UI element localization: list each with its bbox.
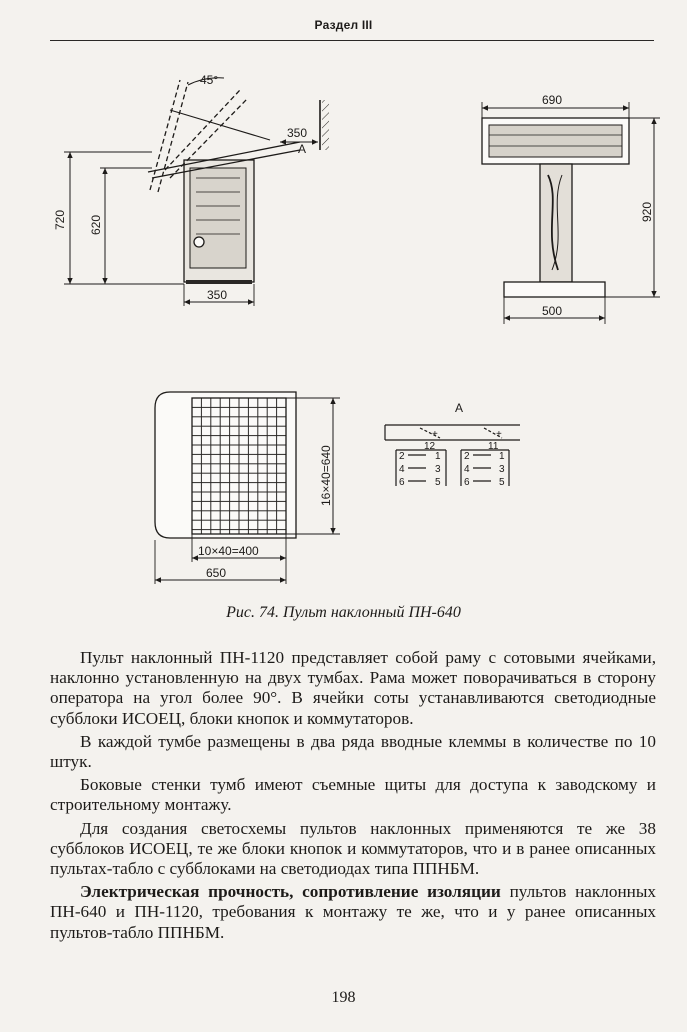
dim-350-overhang: 350 xyxy=(287,126,308,140)
paragraph: Боковые стенки тумб имеют съемные щиты для доступа к заводскому и строительному монтажу. xyxy=(50,775,656,815)
callout-a: А xyxy=(298,142,307,156)
terminal-label: 4 xyxy=(464,464,470,475)
dim-10x40: 10×40=400 xyxy=(198,544,259,558)
dim-350: 350 xyxy=(207,288,228,302)
paragraph: Для создания светосхемы пультов наклонных применяются те же 38 субблоков ИСОЕЦ, те же блоки кнопок и коммутаторов, что и в ранее описанных пультах-табло с субблоками на светодиодах типа ППНБМ. xyxy=(50,818,656,879)
front-base xyxy=(504,282,605,297)
figure-caption: Рис. 74. Пульт наклонный ПН-640 xyxy=(226,604,461,621)
paragraph-rest: пультов наклонных ПН-640 и ПН-1120, требования к монтажу те же, что и у ранее описанных пультов-табло ППНБМ. xyxy=(50,882,656,942)
dim-620: 620 xyxy=(89,214,103,235)
terminal-label: 1 xyxy=(499,451,505,462)
terminal-label: 3 xyxy=(435,464,441,475)
terminal-label: 5 xyxy=(499,477,505,488)
bold-term: Электрическая прочность, сопротивление изоляции xyxy=(80,882,501,902)
svg-text:+: + xyxy=(496,429,502,440)
page-number: 198 xyxy=(331,989,356,1006)
wall-hatch xyxy=(322,100,329,150)
dim-16x40: 16×40=640 xyxy=(319,445,333,506)
dim-650: 650 xyxy=(206,566,227,580)
front-view xyxy=(482,102,660,324)
terminal-label: 2 xyxy=(399,451,405,462)
terminal-label: 6 xyxy=(464,477,470,488)
terminal-label: 2 xyxy=(464,451,470,462)
running-head: Раздел III xyxy=(314,18,373,32)
dim-920: 920 xyxy=(640,201,654,222)
side-view xyxy=(64,78,329,306)
cabinet-equipment xyxy=(190,168,246,268)
terminal-label: 6 xyxy=(399,477,405,488)
detail-a-left-top: 12 xyxy=(424,441,436,452)
body-text xyxy=(50,648,656,946)
cell-grid xyxy=(192,398,286,534)
paragraph: Пульт наклонный ПН-1120 представляет собой раму с сотовыми ячейками, наклонно установленную на двух тумбах. Рама может поворачиваться в сторону оператора на угол более 90°. В ячейки соты устанавливаются светодиодные субблоки ИСОЕЦ, блоки кнопок и коммутаторов. xyxy=(50,648,656,728)
svg-text:+: + xyxy=(432,429,438,440)
detail-a-right-top: 11 xyxy=(488,441,499,452)
terminal-label: 1 xyxy=(435,451,441,462)
cabinet-plinth xyxy=(186,280,252,284)
dim-720: 720 xyxy=(53,209,67,230)
detail-a-title: А xyxy=(455,401,464,415)
dim-690: 690 xyxy=(542,93,563,107)
terminal-label: 3 xyxy=(499,464,505,475)
dim-500: 500 xyxy=(542,304,563,318)
terminal-label: 4 xyxy=(399,464,405,475)
breaker-symbol xyxy=(194,237,204,247)
terminal-label: 5 xyxy=(435,477,441,488)
paragraph: В каждой тумбе размещены в два ряда вводные клеммы в количестве по 10 штук. xyxy=(50,731,656,772)
frame-rotated-position xyxy=(165,90,240,170)
paragraph xyxy=(50,882,656,943)
dim-45: 45° xyxy=(200,73,219,87)
